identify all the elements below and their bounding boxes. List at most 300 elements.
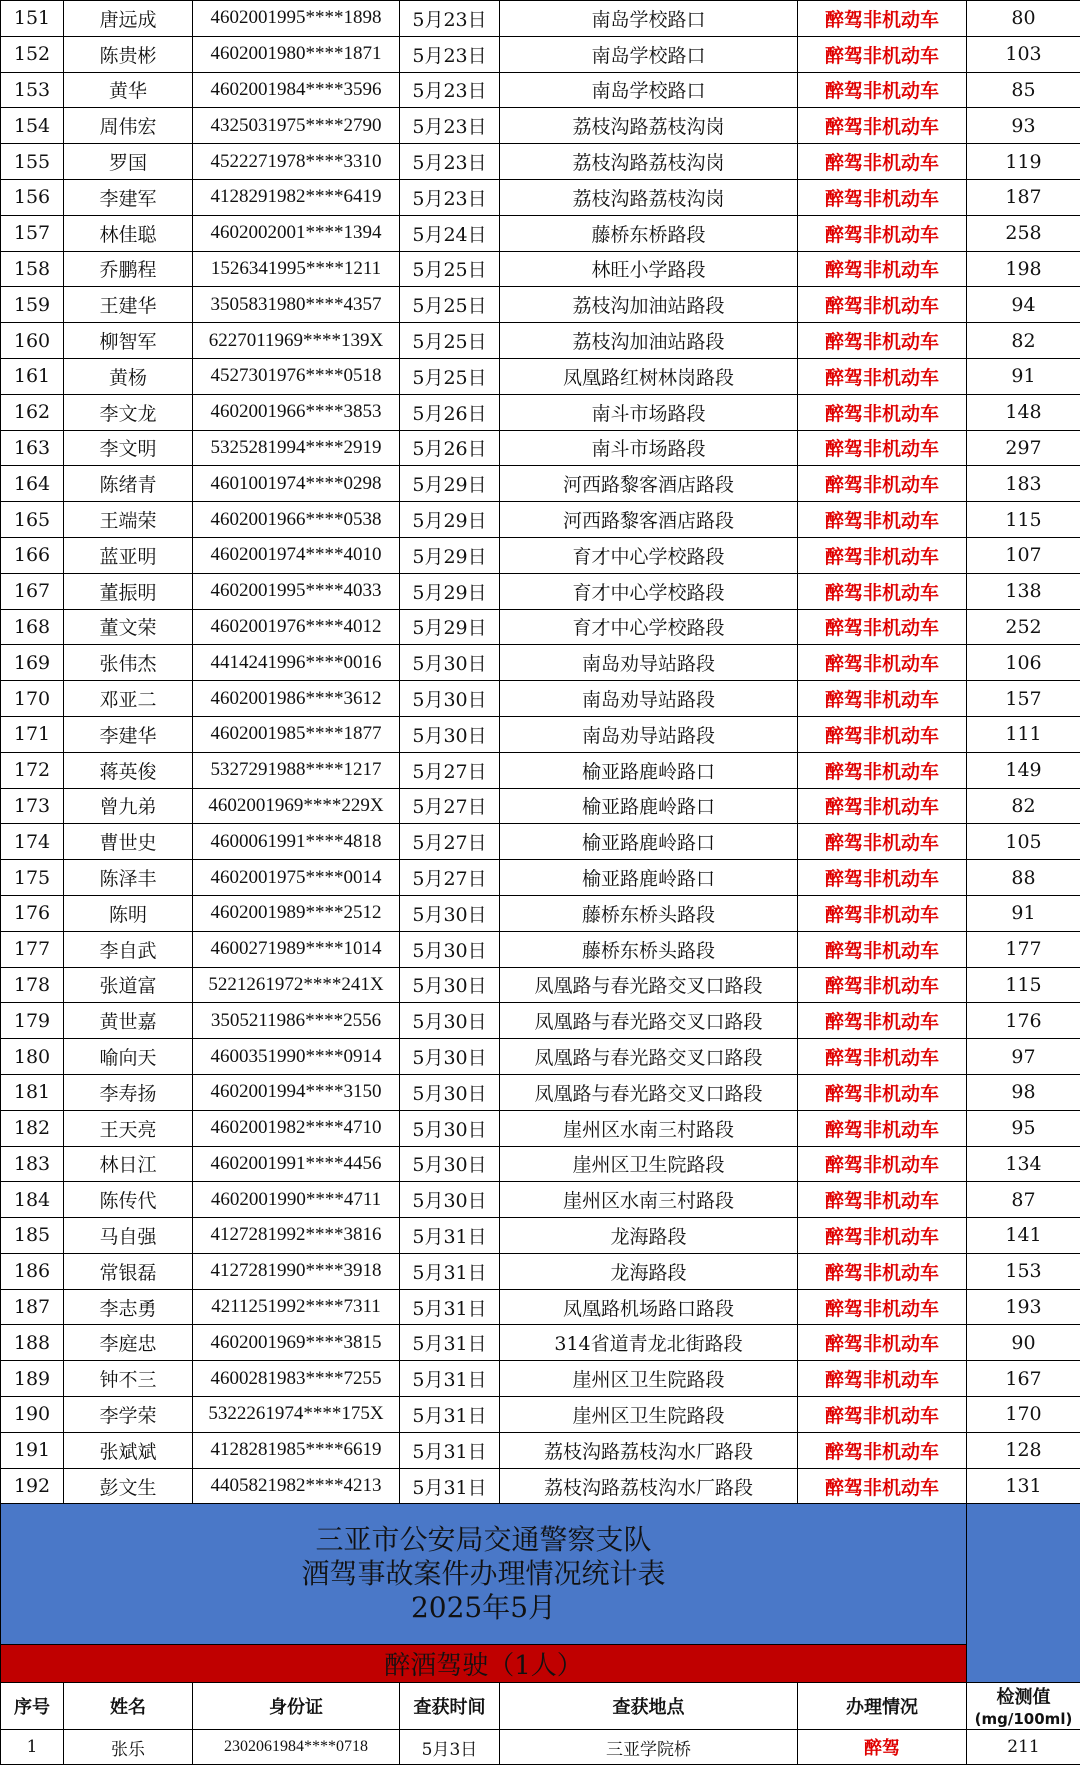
cell-name: 邓亚二 (64, 681, 193, 717)
cell-place: 崖州区卫生院路段 (500, 1397, 798, 1433)
table-row (1, 1, 1080, 37)
cell-id: 4602001984****3596 (193, 72, 400, 108)
cell-name: 张伟杰 (64, 645, 193, 681)
cell-result: 醉驾非机动车 (798, 1, 967, 37)
table-row (1, 788, 1080, 824)
cell-no: 185 (1, 1218, 64, 1254)
cell-id: 4128281985****6619 (193, 1432, 400, 1468)
summary-section (1, 1504, 1080, 1730)
cell-no: 160 (1, 323, 64, 359)
table-row (1, 1289, 1080, 1325)
cell-name: 曹世史 (64, 824, 193, 860)
cell-place: 榆亚路鹿岭路口 (500, 788, 798, 824)
banner-side-cell (967, 1504, 1080, 1683)
cell-value: 167 (967, 1361, 1080, 1397)
cell-result: 醉驾非机动车 (798, 430, 967, 466)
cell-name: 陈绪青 (64, 466, 193, 502)
cell-result: 醉驾非机动车 (798, 144, 967, 180)
cell-value: 119 (967, 144, 1080, 180)
table-row (1, 1253, 1080, 1289)
cell-no: 154 (1, 108, 64, 144)
cell-result: 醉驾非机动车 (798, 394, 967, 430)
cell-id: 1526341995****1211 (193, 251, 400, 287)
cell-name: 乔鹏程 (64, 251, 193, 287)
cell-value: 87 (967, 1182, 1080, 1218)
cell-name: 李庭忠 (64, 1325, 193, 1361)
header-value (967, 1683, 1080, 1730)
cell-value: 131 (967, 1468, 1080, 1504)
cell-id: 4602001966****3853 (193, 394, 400, 430)
table-row (1, 967, 1080, 1003)
cell-date: 5月23日 (400, 179, 500, 215)
cell-value: 170 (967, 1397, 1080, 1433)
table-row (1, 537, 1080, 573)
cell-date: 5月31日 (400, 1432, 500, 1468)
header-no: 序号 (1, 1683, 64, 1730)
cell-name: 陈传代 (64, 1182, 193, 1218)
cell-name: 钟不三 (64, 1361, 193, 1397)
cell-value: 91 (967, 358, 1080, 394)
cell-no: 167 (1, 573, 64, 609)
cell-place: 南斗市场路段 (500, 430, 798, 466)
header-row (1, 1683, 1080, 1730)
cell-value: 149 (967, 752, 1080, 788)
table-row (1, 1218, 1080, 1254)
cell-id: 4602001976****4012 (193, 609, 400, 645)
cell-id: 5325281994****2919 (193, 430, 400, 466)
cell-id: 3505831980****4357 (193, 287, 400, 323)
cell-date: 5月29日 (400, 609, 500, 645)
table-row (1, 251, 1080, 287)
cell-no: 191 (1, 1432, 64, 1468)
cell-name: 王端荣 (64, 502, 193, 538)
cell-name: 蓝亚明 (64, 537, 193, 573)
records-body (1, 1, 1080, 1504)
cell-result: 醉驾非机动车 (798, 1325, 967, 1361)
cell-value: 177 (967, 931, 1080, 967)
cell-place: 荔枝沟路荔枝沟水厂路段 (500, 1432, 798, 1468)
cell-place: 南岛学校路口 (500, 1, 798, 37)
table-row (1, 752, 1080, 788)
cell-name: 黄世嘉 (64, 1003, 193, 1039)
cell-date: 5月23日 (400, 1, 500, 37)
cell-result: 醉驾非机动车 (798, 108, 967, 144)
cell-value: 91 (967, 895, 1080, 931)
cell-result: 醉驾非机动车 (798, 1110, 967, 1146)
cell-id: 4527301976****0518 (193, 358, 400, 394)
cell-no: 1 (1, 1730, 64, 1765)
cell-name: 李文明 (64, 430, 193, 466)
cell-date: 5月23日 (400, 36, 500, 72)
cell-value: 97 (967, 1039, 1080, 1075)
cell-value: 157 (967, 681, 1080, 717)
cell-name: 张乐 (64, 1730, 193, 1765)
header-date: 查获时间 (400, 1683, 500, 1730)
cell-id: 4600061991****4818 (193, 824, 400, 860)
cell-value: 115 (967, 502, 1080, 538)
cell-value: 198 (967, 251, 1080, 287)
cell-date: 5月26日 (400, 394, 500, 430)
cell-value: 141 (967, 1218, 1080, 1254)
cell-place: 龙海路段 (500, 1218, 798, 1254)
cell-place: 凤凰路与春光路交叉口路段 (500, 967, 798, 1003)
cell-result: 醉驾非机动车 (798, 72, 967, 108)
cell-name: 王天亮 (64, 1110, 193, 1146)
cell-id: 4600281983****7255 (193, 1361, 400, 1397)
table-row (1, 681, 1080, 717)
cell-id: 4602001974****4010 (193, 537, 400, 573)
cell-result: 醉驾非机动车 (798, 895, 967, 931)
cell-no: 151 (1, 1, 64, 37)
cell-no: 175 (1, 860, 64, 896)
cell-id: 4600271989****1014 (193, 931, 400, 967)
banner-agency: 三亚市公安局交通警察支队 (1, 1523, 966, 1557)
cell-value: 134 (967, 1146, 1080, 1182)
cell-name: 董振明 (64, 573, 193, 609)
cell-date: 5月27日 (400, 824, 500, 860)
cell-id: 4602001986****3612 (193, 681, 400, 717)
cell-id: 4600351990****0914 (193, 1039, 400, 1075)
cell-result: 醉驾非机动车 (798, 1182, 967, 1218)
cell-result: 醉驾非机动车 (798, 752, 967, 788)
cell-id: 4414241996****0016 (193, 645, 400, 681)
cell-name: 李建军 (64, 179, 193, 215)
cell-id: 4602001969****3815 (193, 1325, 400, 1361)
cell-id: 4602001975****0014 (193, 860, 400, 896)
cell-value: 193 (967, 1289, 1080, 1325)
cell-date: 5月30日 (400, 1146, 500, 1182)
table-row (1, 358, 1080, 394)
cell-place: 榆亚路鹿岭路口 (500, 824, 798, 860)
cell-result: 醉驾非机动车 (798, 1289, 967, 1325)
table-row (1, 1182, 1080, 1218)
cell-result: 醉驾非机动车 (798, 1074, 967, 1110)
table-row (1, 287, 1080, 323)
cell-value: 106 (967, 645, 1080, 681)
cell-no: 188 (1, 1325, 64, 1361)
cell-date: 5月30日 (400, 1074, 500, 1110)
header-value-label: 检测值 (967, 1683, 1080, 1709)
table-row (1, 215, 1080, 251)
cell-no: 166 (1, 537, 64, 573)
cell-name: 蒋英俊 (64, 752, 193, 788)
cell-date: 5月30日 (400, 895, 500, 931)
cell-value: 105 (967, 824, 1080, 860)
banner-period: 2025年5月 (1, 1591, 966, 1625)
cell-date: 5月27日 (400, 788, 500, 824)
cell-no: 161 (1, 358, 64, 394)
cell-id: 4127281992****3816 (193, 1218, 400, 1254)
cell-result: 醉驾非机动车 (798, 1146, 967, 1182)
cell-value: 153 (967, 1253, 1080, 1289)
header-id: 身份证 (193, 1683, 400, 1730)
cell-no: 192 (1, 1468, 64, 1504)
cell-no: 152 (1, 36, 64, 72)
cell-no: 153 (1, 72, 64, 108)
cell-id: 4522271978****3310 (193, 144, 400, 180)
cell-place: 凤凰路与春光路交叉口路段 (500, 1003, 798, 1039)
cell-date: 5月30日 (400, 1110, 500, 1146)
cell-result: 醉驾非机动车 (798, 573, 967, 609)
cell-name: 曾九弟 (64, 788, 193, 824)
cell-place: 南岛劝导站路段 (500, 716, 798, 752)
cell-id: 4602001994****3150 (193, 1074, 400, 1110)
cell-name: 林日江 (64, 1146, 193, 1182)
cell-result: 醉驾非机动车 (798, 287, 967, 323)
table-row (1, 108, 1080, 144)
cell-place: 崖州区卫生院路段 (500, 1146, 798, 1182)
cell-no: 187 (1, 1289, 64, 1325)
cell-value: 176 (967, 1003, 1080, 1039)
table-row (1, 72, 1080, 108)
cell-name: 林佳聪 (64, 215, 193, 251)
cell-value: 211 (967, 1730, 1080, 1765)
cell-place: 榆亚路鹿岭路口 (500, 860, 798, 896)
cell-name: 李自武 (64, 931, 193, 967)
table-row (1, 1468, 1080, 1504)
cell-place: 藤桥东桥头路段 (500, 895, 798, 931)
drunk-records-body (1, 1730, 1080, 1765)
cell-place: 河西路黎客酒店路段 (500, 502, 798, 538)
cell-id: 5322261974****175X (193, 1397, 400, 1433)
cell-no: 184 (1, 1182, 64, 1218)
header-name: 姓名 (64, 1683, 193, 1730)
cell-name: 王建华 (64, 287, 193, 323)
cell-name: 马自强 (64, 1218, 193, 1254)
table-row (1, 1730, 1080, 1765)
cell-date: 5月29日 (400, 502, 500, 538)
cell-result: 醉驾非机动车 (798, 179, 967, 215)
cell-value: 111 (967, 716, 1080, 752)
cell-date: 5月30日 (400, 1003, 500, 1039)
cell-no: 176 (1, 895, 64, 931)
cell-no: 157 (1, 215, 64, 251)
cell-result: 醉驾非机动车 (798, 1397, 967, 1433)
cell-no: 156 (1, 179, 64, 215)
cell-place: 育才中心学校路段 (500, 609, 798, 645)
cell-name: 李文龙 (64, 394, 193, 430)
cell-no: 158 (1, 251, 64, 287)
cell-name: 陈泽丰 (64, 860, 193, 896)
cell-name: 罗国 (64, 144, 193, 180)
table-row (1, 394, 1080, 430)
table-row (1, 931, 1080, 967)
cell-result: 醉驾非机动车 (798, 502, 967, 538)
cell-value: 115 (967, 967, 1080, 1003)
table-row (1, 716, 1080, 752)
cell-place: 林旺小学路段 (500, 251, 798, 287)
cell-result: 醉驾非机动车 (798, 1218, 967, 1254)
cell-place: 南斗市场路段 (500, 394, 798, 430)
cell-value: 148 (967, 394, 1080, 430)
cell-place: 育才中心学校路段 (500, 537, 798, 573)
cell-id: 2302061984****0718 (193, 1730, 400, 1765)
section-title: 醉酒驾驶（1人） (1, 1645, 967, 1683)
cell-result: 醉驾非机动车 (798, 609, 967, 645)
cell-place: 育才中心学校路段 (500, 573, 798, 609)
cell-place: 崖州区卫生院路段 (500, 1361, 798, 1397)
cell-result: 醉驾非机动车 (798, 1361, 967, 1397)
cell-name: 董文荣 (64, 609, 193, 645)
cell-name: 张道富 (64, 967, 193, 1003)
cell-no: 173 (1, 788, 64, 824)
cell-value: 98 (967, 1074, 1080, 1110)
cell-no: 172 (1, 752, 64, 788)
cell-id: 4602001989****2512 (193, 895, 400, 931)
cell-date: 5月3日 (400, 1730, 500, 1765)
cell-date: 5月24日 (400, 215, 500, 251)
cell-value: 138 (967, 573, 1080, 609)
table-row (1, 1146, 1080, 1182)
cell-name: 喻向天 (64, 1039, 193, 1075)
cell-no: 190 (1, 1397, 64, 1433)
cell-name: 李志勇 (64, 1289, 193, 1325)
cell-place: 荔枝沟加油站路段 (500, 287, 798, 323)
cell-place: 藤桥东桥头路段 (500, 931, 798, 967)
cell-place: 崖州区水南三村路段 (500, 1110, 798, 1146)
table-row (1, 1325, 1080, 1361)
cell-date: 5月30日 (400, 1039, 500, 1075)
cell-value: 90 (967, 1325, 1080, 1361)
table-row (1, 824, 1080, 860)
cell-place: 凤凰路红树林岗路段 (500, 358, 798, 394)
cell-date: 5月31日 (400, 1361, 500, 1397)
cell-id: 4602001966****0538 (193, 502, 400, 538)
cell-place: 南岛劝导站路段 (500, 681, 798, 717)
cell-result: 醉驾非机动车 (798, 1003, 967, 1039)
cell-id: 4602001995****4033 (193, 573, 400, 609)
cell-id: 4128291982****6419 (193, 179, 400, 215)
cell-result: 醉驾非机动车 (798, 788, 967, 824)
table-row (1, 1039, 1080, 1075)
section-row (1, 1645, 1080, 1683)
cell-date: 5月30日 (400, 967, 500, 1003)
table-row (1, 1003, 1080, 1039)
cell-place: 南岛学校路口 (500, 72, 798, 108)
cell-date: 5月25日 (400, 358, 500, 394)
cell-id: 4127281990****3918 (193, 1253, 400, 1289)
cell-date: 5月30日 (400, 931, 500, 967)
cell-value: 297 (967, 430, 1080, 466)
table-row (1, 36, 1080, 72)
table-row (1, 609, 1080, 645)
cell-place: 荔枝沟路荔枝沟岗 (500, 144, 798, 180)
cell-id: 4601001974****0298 (193, 466, 400, 502)
cell-value: 187 (967, 179, 1080, 215)
banner (1, 1504, 967, 1645)
table-row (1, 1361, 1080, 1397)
cell-result: 醉驾非机动车 (798, 251, 967, 287)
cell-value: 103 (967, 36, 1080, 72)
cell-result: 醉驾非机动车 (798, 215, 967, 251)
table-row (1, 502, 1080, 538)
cell-date: 5月25日 (400, 251, 500, 287)
cell-result: 醉驾 (798, 1730, 967, 1765)
cell-result: 醉驾非机动车 (798, 36, 967, 72)
cell-id: 4602001982****4710 (193, 1110, 400, 1146)
cell-no: 170 (1, 681, 64, 717)
cell-date: 5月23日 (400, 108, 500, 144)
cell-date: 5月25日 (400, 323, 500, 359)
cell-name: 唐远成 (64, 1, 193, 37)
table-row (1, 466, 1080, 502)
cell-date: 5月27日 (400, 860, 500, 896)
cell-id: 6227011969****139X (193, 323, 400, 359)
cell-date: 5月23日 (400, 72, 500, 108)
cell-id: 4602002001****1394 (193, 215, 400, 251)
cell-date: 5月29日 (400, 466, 500, 502)
table-row (1, 895, 1080, 931)
cell-id: 4602001980****1871 (193, 36, 400, 72)
cell-name: 李寿扬 (64, 1074, 193, 1110)
cell-no: 177 (1, 931, 64, 967)
table-row (1, 144, 1080, 180)
cell-result: 醉驾非机动车 (798, 860, 967, 896)
cell-no: 159 (1, 287, 64, 323)
cell-place: 凤凰路与春光路交叉口路段 (500, 1074, 798, 1110)
cell-no: 178 (1, 967, 64, 1003)
table-row (1, 1110, 1080, 1146)
cell-id: 4602001990****4711 (193, 1182, 400, 1218)
cell-no: 171 (1, 716, 64, 752)
cell-place: 河西路黎客酒店路段 (500, 466, 798, 502)
cell-result: 醉驾非机动车 (798, 537, 967, 573)
header-value-unit: (mg/100ml) (967, 1709, 1080, 1729)
cell-place: 荔枝沟路荔枝沟岗 (500, 179, 798, 215)
cell-result: 醉驾非机动车 (798, 466, 967, 502)
cell-value: 85 (967, 72, 1080, 108)
cell-no: 189 (1, 1361, 64, 1397)
cell-result: 醉驾非机动车 (798, 681, 967, 717)
cell-result: 醉驾非机动车 (798, 716, 967, 752)
cell-id: 4405821982****4213 (193, 1468, 400, 1504)
table-row (1, 860, 1080, 896)
cell-id: 4602001995****1898 (193, 1, 400, 37)
cell-place: 凤凰路与春光路交叉口路段 (500, 1039, 798, 1075)
cell-no: 186 (1, 1253, 64, 1289)
cell-date: 5月31日 (400, 1397, 500, 1433)
cell-result: 醉驾非机动车 (798, 1039, 967, 1075)
cell-id: 4325031975****2790 (193, 108, 400, 144)
cell-date: 5月31日 (400, 1253, 500, 1289)
cell-result: 醉驾非机动车 (798, 967, 967, 1003)
cell-name: 陈贵彬 (64, 36, 193, 72)
cell-id: 3505211986****2556 (193, 1003, 400, 1039)
cell-date: 5月30日 (400, 716, 500, 752)
cell-place: 龙海路段 (500, 1253, 798, 1289)
cell-no: 169 (1, 645, 64, 681)
table-row (1, 573, 1080, 609)
cell-value: 94 (967, 287, 1080, 323)
cell-place: 三亚学院桥 (500, 1730, 798, 1765)
cell-no: 163 (1, 430, 64, 466)
cell-result: 醉驾非机动车 (798, 1468, 967, 1504)
table-row (1, 179, 1080, 215)
cell-value: 107 (967, 537, 1080, 573)
cell-place: 藤桥东桥路段 (500, 215, 798, 251)
cell-result: 醉驾非机动车 (798, 824, 967, 860)
banner-title: 酒驾事故案件办理情况统计表 (1, 1557, 966, 1591)
cell-result: 醉驾非机动车 (798, 931, 967, 967)
cell-value: 252 (967, 609, 1080, 645)
cell-no: 181 (1, 1074, 64, 1110)
cell-date: 5月31日 (400, 1289, 500, 1325)
cell-result: 醉驾非机动车 (798, 358, 967, 394)
cell-no: 165 (1, 502, 64, 538)
cell-id: 5327291988****1217 (193, 752, 400, 788)
cell-date: 5月23日 (400, 144, 500, 180)
cell-name: 周伟宏 (64, 108, 193, 144)
